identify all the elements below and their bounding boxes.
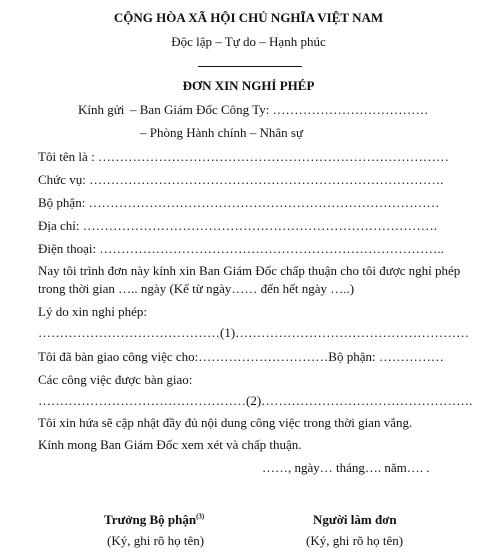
promise-text: Tôi xin hứa sẽ cập nhật đầy đủ nội dung công việc trong thời gian vắng.: [38, 415, 413, 430]
header-divider: [198, 66, 302, 67]
motto: Độc lập – Tự do – Hạnh phúc: [171, 34, 326, 49]
left-signature-title: [104, 512, 204, 528]
reason-label: Lý do xin nghỉ phép:: [38, 304, 148, 319]
national-title: CỘNG HÒA XÃ HỘI CHỦ NGHĨA VIỆT NAM: [113, 10, 384, 25]
date-line: ……, ngày… tháng…. năm…. .: [262, 460, 430, 475]
position-field: Chức vụ: ……………………………………………………………………….: [38, 172, 444, 187]
addressee-prefix: Kính gửi: [78, 102, 125, 117]
right-signature-title: Người làm đơn: [313, 512, 397, 527]
right-signature-note: (Ký, ghi rõ họ tên): [306, 533, 404, 548]
request-text-line-2: trong thời gian ….. ngày (Kể từ ngày…… đến hết ngày …..): [38, 281, 355, 296]
address-field: Địa chỉ: ……………………………………………………………………….: [38, 218, 438, 233]
addressee-hr: – Phòng Hành chính – Nhân sự: [140, 125, 304, 140]
tasks-field: …………………………………………(2)………………………………………….: [38, 393, 473, 408]
left-signature-title-text: Trưởng Bộ phận: [104, 512, 197, 527]
footnote-marker: (3): [196, 512, 205, 521]
name-field: Tôi tên là : ………………………………………………………………………: [38, 149, 449, 164]
closing-text: Kính mong Ban Giám Đốc xem xét và chấp thuận.: [38, 437, 302, 452]
reason-field: ……………………………………(1)………………………………………………: [38, 325, 470, 340]
tasks-label: Các công việc được bàn giao:: [38, 372, 193, 387]
left-signature-note: (Ký, ghi rõ họ tên): [107, 533, 205, 548]
phone-field: Điện thoại: ……………………………………………………………………..: [38, 241, 444, 256]
addressee-board: – Ban Giám Đốc Công Ty: ………………………………: [130, 102, 429, 117]
request-text-line-1: Nay tôi trình đơn này kính xin Ban Giám Đốc chấp thuận cho tôi được nghỉ phép: [38, 263, 461, 278]
form-title: ĐƠN XIN NGHỈ PHÉP: [182, 78, 315, 93]
handover-field: Tôi đã bàn giao công việc cho:…………………………Bộ phận: ……………: [38, 349, 444, 364]
department-field: Bộ phận: ………………………………………………………………………: [38, 195, 440, 210]
